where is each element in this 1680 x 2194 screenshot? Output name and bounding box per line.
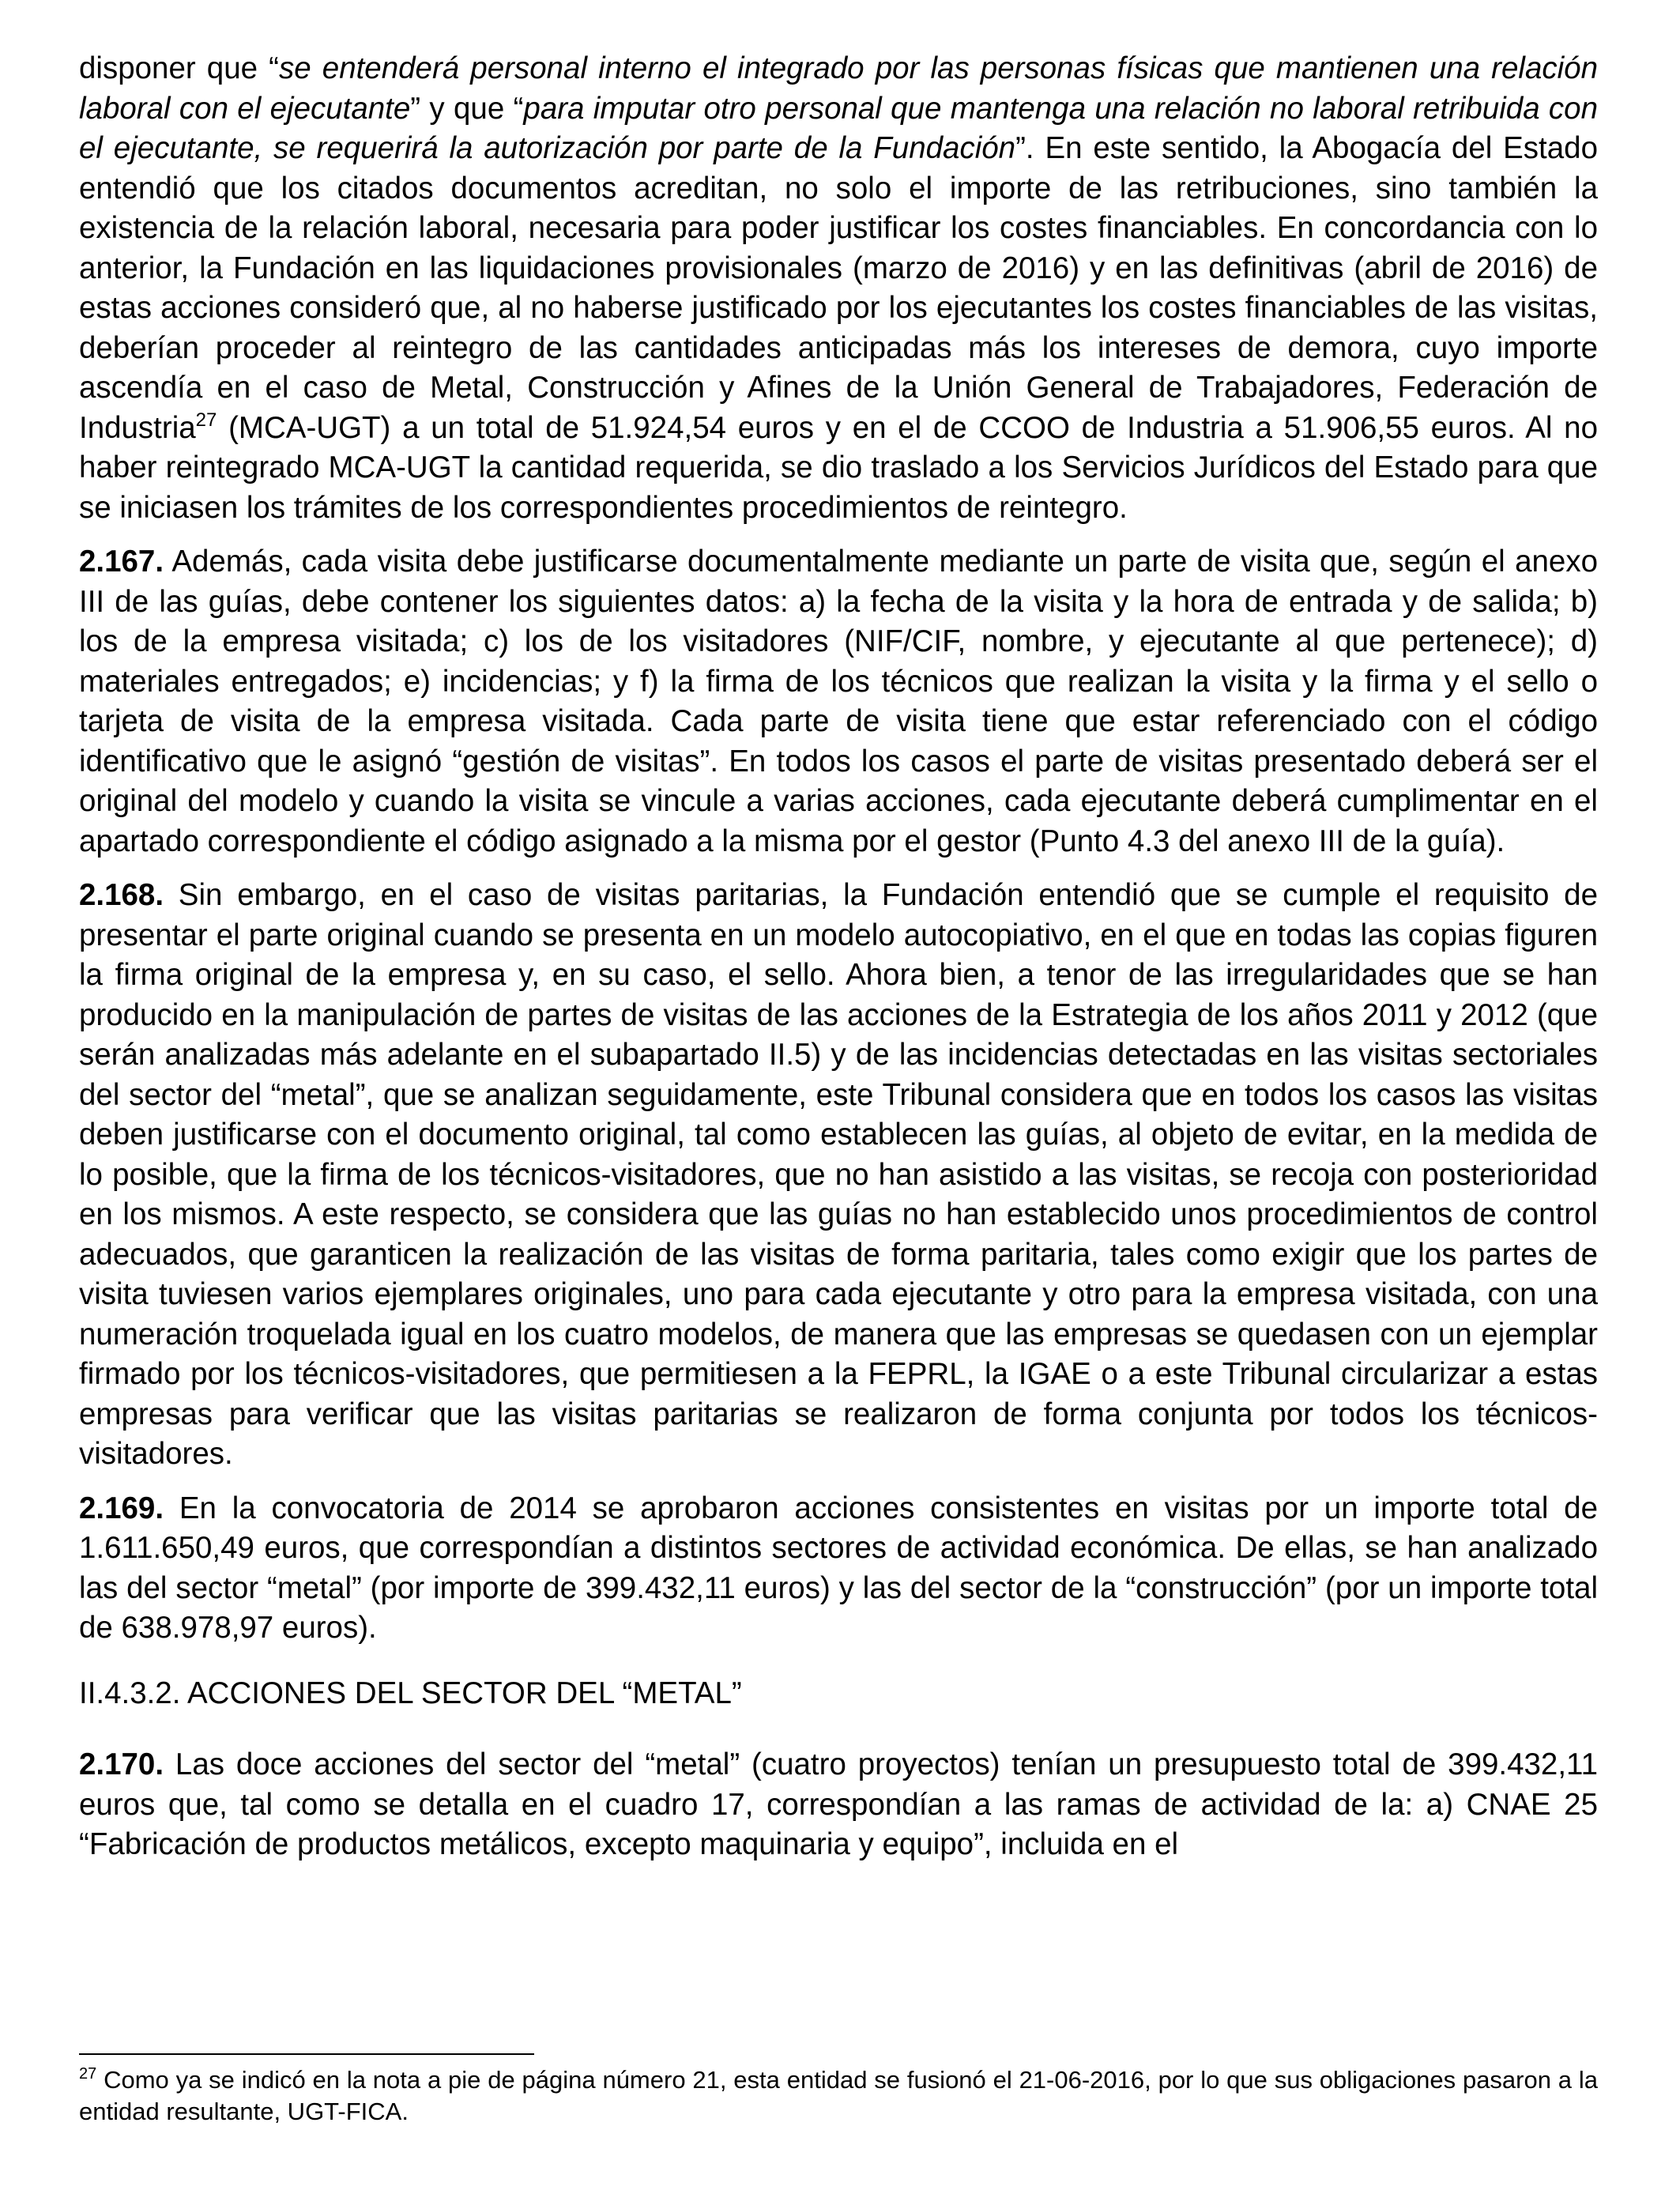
paragraph-segment: ”. En este sentido, la Abogacía del Estado entendió que los citados documentos acreditan, no solo el importe de las retribuciones, sino también la existencia de la relación laboral, necesaria para poder justificar los costes financiables. En concordancia con lo anterior, la Fundación en las liquidaciones provisionales (marzo de 2016) y en las definitivas (abril de 2016) de estas acciones consideró que, al no haberse justificado por los ejecutantes los costes financiables de las visitas, deberían proceder al reintegro de las cantidades anticipadas más los intereses de demora, cuyo importe ascendía en el caso de Metal, Construcción y Afines de la Unión General de Trabajadores, Federación de Industria bbox=[79, 131, 1598, 445]
section-heading: II.4.3.2. ACCIONES DEL SECTOR DEL “METAL” bbox=[79, 1676, 742, 1710]
paragraph-body: Sin embargo, en el caso de visitas paritarias, la Fundación entendió que se cumple el requisito de presentar el parte original cuando se presenta en un modelo autocopiativo, en el que en todas las copias figuren la firma original de la empresa y, en su caso, el sello. Ahora bien, a tenor de las irregularidades que se han producido en la manipulación de partes de visitas de las acciones de la Estrategia de los años 2011 y 2012 (que serán analizadas más adelante en el subapartado II.5) y de las incidencias detectadas en las visitas sectoriales del sector del “metal”, que se analizan seguidamente, este Tribunal considera que en todos los casos las visitas deben justificarse con el documento original, tal como establecen las guías, al objeto de evitar, en la medida de lo posible, que la firma de los técnicos-visitadores, que no han asistido a las visitas, se recoja con posterioridad en los mismos. A este respecto, se considera que las guías no han establecido unos procedimientos de control adecuados, que garanticen la realización de las visitas de forma paritaria, tales como exigir que los partes de visita tuviesen varios ejemplares originales, uno para cada ejecutante y otro para la empresa visitada, con una numeración troquelada igual en los cuatro modelos, de manera que las empresas se quedasen con un ejemplar firmado por los técnicos-visitadores, que permitiesen a la FEPRL, la IGAE o a este Tribunal circularizar a estas empresas para verificar que las visitas paritarias se realizaron de forma conjunta por todos los técnicos-visitadores. bbox=[79, 878, 1598, 1471]
paragraph-number: 2.169. bbox=[79, 1491, 164, 1525]
paragraph-segment: (MCA-UGT) a un total de 51.924,54 euros y en el de CCOO de Industria a 51.906,55 euros. Al no haber reintegrado MCA-UGT la cantidad requerida, se dio traslado a los Servicios Jurídicos del Estado para que se iniciasen los trámites de los correspondientes procedimientos de reintegro. bbox=[79, 410, 1598, 525]
footnote-marker: 27 bbox=[79, 2065, 97, 2083]
paragraph-segment-italic: para imputar otro personal que mantenga una relación no laboral retribuida con el ejecutante, se requerirá la autorización por parte de la Fundación bbox=[79, 91, 1599, 165]
paragraph-number: 2.170. bbox=[79, 1747, 164, 1781]
paragraph-segment: ” y que “ bbox=[410, 91, 524, 126]
footnote-text: Como ya se indicó en la nota a pie de página número 21, esta entidad se fusionó el 21-06-2016, por lo que sus obligaciones pasaron a la entidad resultante, UGT-FICA. bbox=[79, 2066, 1598, 2125]
paragraph-2-169 bbox=[79, 1489, 1598, 1649]
paragraph-continued bbox=[79, 49, 1598, 528]
paragraph-number: 2.168. bbox=[79, 878, 164, 912]
paragraph-segment: disponer que “ bbox=[79, 51, 279, 85]
paragraph-2-167 bbox=[79, 542, 1598, 861]
footnote-27 bbox=[79, 2064, 1598, 2128]
paragraph-segment-italic: se entenderá personal interno el integrado por las personas físicas que mantienen una relación laboral con el ejecutante bbox=[79, 51, 1599, 126]
paragraph-2-170 bbox=[79, 1745, 1598, 1865]
footnote-separator bbox=[79, 2053, 534, 2055]
paragraph-body: En la convocatoria de 2014 se aprobaron acciones consistentes en visitas por un importe total de 1.611.650,49 euros, que correspondían a distintos sectores de actividad económica. De ellas, se han analizado las del sector “metal” (por importe de 399.432,11 euros) y las del sector de la “construcción” (por un importe total de 638.978,97 euros). bbox=[79, 1491, 1598, 1645]
paragraph-2-168 bbox=[79, 876, 1598, 1475]
paragraph-body: Además, cada visita debe justificarse documentalmente mediante un parte de visita que, según el anexo III de las guías, debe contener los siguientes datos: a) la fecha de la visita y la hora de entrada y de salida; b) los de la empresa visitada; c) los de los visitadores (NIF/CIF, nombre, y ejecutante al que pertenece); d) materiales entregados; e) incidencias; y f) la firma de los técnicos que realizan la visita y la firma y el sello o tarjeta de visita de la empresa visitada. Cada parte de visita tiene que estar referenciado con el código identificativo que le asignó “gestión de visitas”. En todos los casos el parte de visitas presentado deberá ser el original del modelo y cuando la visita se vincule a varias acciones, cada ejecutante deberá cumplimentar en el apartado correspondiente el código asignado a la misma por el gestor (Punto 4.3 del anexo III de la guía). bbox=[79, 545, 1598, 858]
paragraph-body: Las doce acciones del sector del “metal” (cuatro proyectos) tenían un presupuesto total de 399.432,11 euros que, tal como se detalla en el cuadro 17, correspondían a las ramas de actividad de la: a) CNAE 25 “Fabricación de productos metálicos, excepto maquinaria y equipo”, incluida en el bbox=[79, 1747, 1598, 1861]
document-page bbox=[79, 49, 1598, 1879]
footnote-reference[interactable]: 27 bbox=[195, 409, 217, 431]
paragraph-number: 2.167. bbox=[79, 545, 164, 579]
